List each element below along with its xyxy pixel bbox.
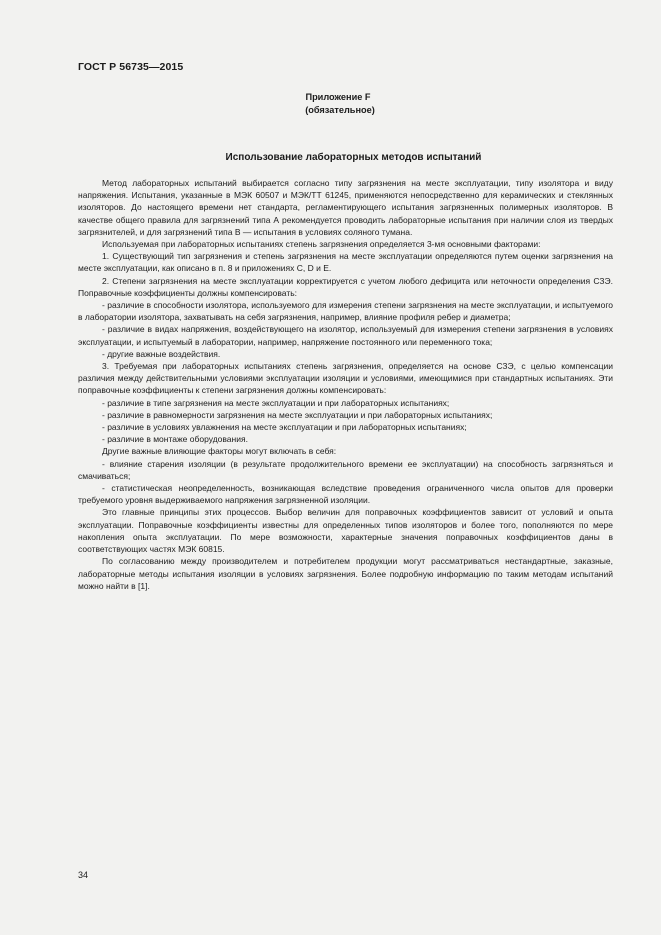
paragraph: - другие важные воздействия. bbox=[102, 348, 221, 359]
paragraph: - статистическая неопределенность, возникающая вследствие проведения ограниченного числа опытов для проверки требуемого уровня выдерживаемого напряжения загрязненной изоляции. bbox=[78, 483, 613, 506]
paragraph: - различие в равномерности загрязнения на месте эксплуатации и при лабораторных испытаниях; bbox=[102, 409, 493, 420]
paragraph: - влияние старения изоляции (в результате продолжительного времени ее эксплуатации) на способность загрязняться и смачиваться; bbox=[78, 458, 613, 481]
paragraph: 1. Существующий тип загрязнения и степень загрязнения на месте эксплуатации определяются путем оценки загрязнения на месте эксплуатации, как описано в п. 8 и приложениях С, D и Е. bbox=[78, 251, 613, 274]
standard-code: ГОСТ Р 56735—2015 bbox=[78, 61, 184, 73]
paragraph: - различие в способности изолятора, используемого для измерения степени загрязнения на месте эксплуатации, и испытуемого в лаборатории изолятора, захватывать на себя загрязнения, например, влияние профиля ребер и диаметра; bbox=[78, 300, 613, 323]
paragraph: Метод лабораторных испытаний выбирается согласно типу загрязнения на месте эксплуатации, типу изолятора и виду напряжения. Испытания, указанные в МЭК 60507 и МЭК/ТТ 61245, применяются непосредственно для керамических и стеклянных изоляторов. До настоящего времени нет стандарта, регламентирующего испытания загрязненных полимерных изоляторов. В качестве общего правила для загрязнений типа А рекомендуется проводить лабораторные испытания при наличии слоя из твердых загрязнителей, и для загрязнений типа В — испытания в условиях соляного тумана. bbox=[78, 178, 613, 237]
paragraph: Используемая при лабораторных испытаниях степень загрязнения определяется 3-мя основными факторами: bbox=[102, 239, 541, 250]
annex-block bbox=[300, 91, 380, 117]
annex-label: Приложение F bbox=[305, 92, 371, 102]
section-title: Использование лабораторных методов испытаний bbox=[225, 152, 482, 163]
page-number: 34 bbox=[78, 870, 89, 880]
paragraph: 2. Степени загрязнения на месте эксплуатации корректируется с учетом любого дефицита или неточности определения СЗЭ. Поправочные коэффициенты должны компенсировать: bbox=[78, 275, 613, 298]
paragraph: - различие в условиях увлажнения на месте эксплуатации и при лабораторных испытаниях; bbox=[102, 422, 467, 433]
paragraph: Это главные принципы этих процессов. Выбор величин для поправочных коэффициентов зависит от условий и опыта эксплуатации. Поправочные коэффициенты известны для определенных типов изоляторов и более того, пополняются по мере накопления опыта эксплуатации. По мере возможности, характерные значения поправочных коэффициентов даны в соответствующих частях МЭК 60815. bbox=[78, 507, 613, 555]
paragraph: - различие в монтаже оборудования. bbox=[102, 434, 248, 445]
body-text bbox=[78, 177, 613, 592]
paragraph: По согласованию между производителем и потребителем продукции могут рассматриваться нестандартные, заказные, лабораторные методы испытания изоляции в условиях загрязнения. Более подробную информацию по таким методам испытаний можно найти в [1]. bbox=[78, 556, 613, 591]
paragraph: 3. Требуемая при лабораторных испытаниях степень загрязнения, определяется на основе СЗЭ, с целью компенсации различия между действительными условиями эксплуатации изоляции и условиями, имеющимися при стандартных испытаниях. Эти поправочные коэффициенты к степени загрязнения должны компенсировать: bbox=[78, 361, 613, 396]
annex-status: (обязательное) bbox=[305, 105, 375, 115]
paragraph: - различие в типе загрязнения на месте эксплуатации и при лабораторных испытаниях; bbox=[102, 397, 450, 408]
paragraph: Другие важные влияющие факторы могут включать в себя: bbox=[102, 446, 337, 457]
paragraph: - различие в видах напряжения, воздействующего на изолятор, используемый для измерения степени загрязнения в условиях эксплуатации, и испытуемый в лаборатории, например, напряжение постоянного или переменного тока; bbox=[78, 324, 613, 347]
